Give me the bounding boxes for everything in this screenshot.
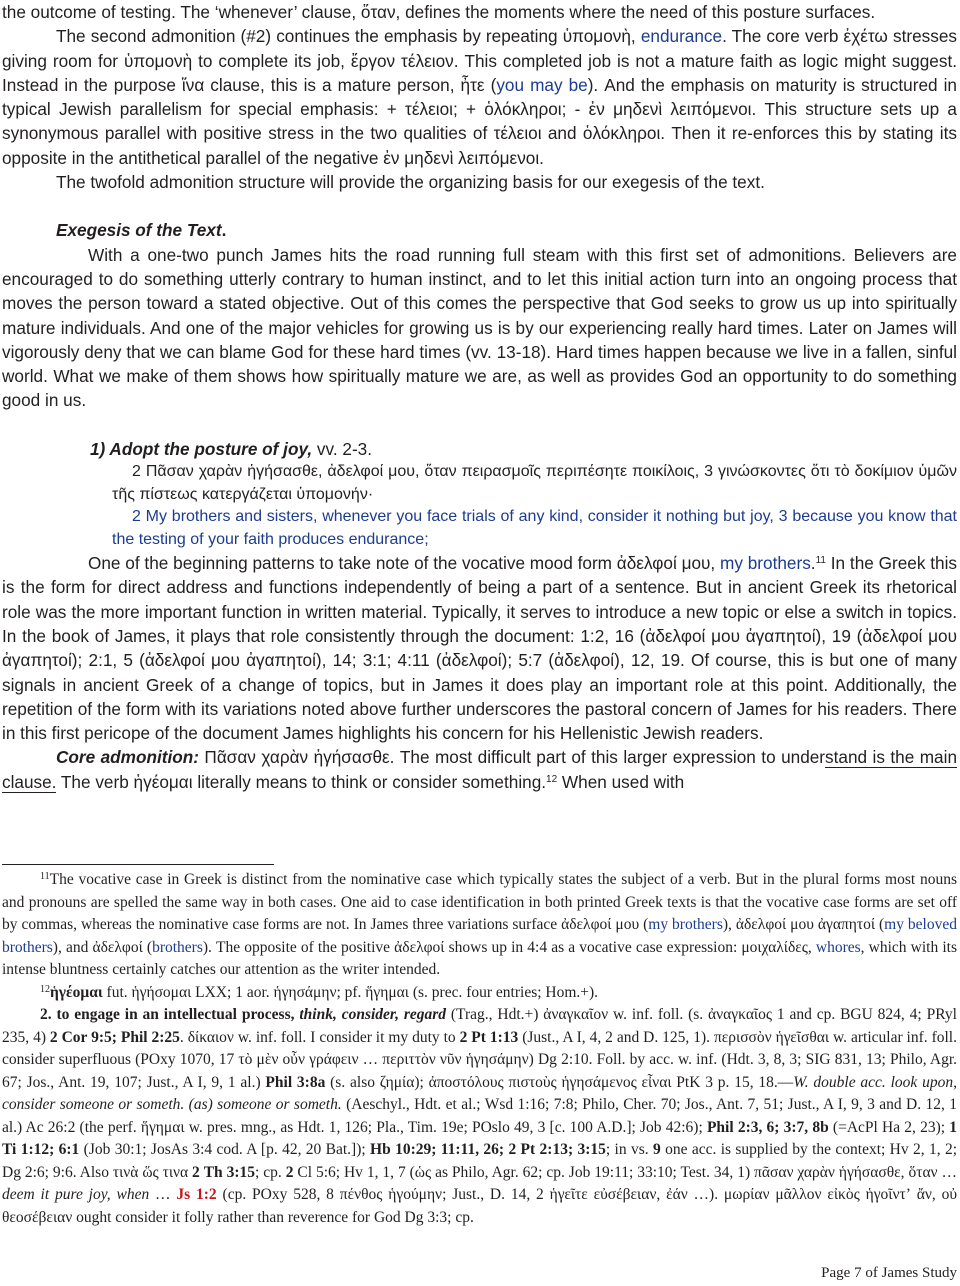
paragraph: One of the beginning patterns to take note of the vocative mood form ἀδελφοί μου, my brothers.$^{11}$ In the Greek this is the form for direct address and functions independently of being a part of a sentence. But in ancient Greek its rhetorical role was the more important function in written material. Typically, it serves to introduce a new topic or else a switch in topics. In the book of James, it plays that role consistently through the document: 1:2, 16 (ἀδελφοί μου ἀγαπητοί), 19 (ἀδελφοί μου ἀγαπητοί); 2:1, 5 (ἀδελφοί μου ἀγαπητοί), 14; 3:1; 4:11 (ἀδελφοί); 5:7 (ἀδελφοί), 12, 19. Of course, this is but one of many signals in ancient Greek of a change of topics, but in James it does play an important role at this point. Additionally, the repetition of the form with its variations noted above further underscores the pastoral concern of James for his readers. There in this first pericope of the document James highlights his concern for his Hellenistic Jewish readers. xyxy=(2,553,957,744)
greek-text: 2 Πᾶσαν χαρὰν ἡγήσασθε, ἀδελφοί μου, ὅταν πειρασμοῖς περιπέσητε ποικίλοις, 3 γινώσκοντες ὅτι τὸ δοκίμιον ὑμῶν τῆς πίστεως κατεργάζεται ὑπομονήν· xyxy=(112,463,957,503)
paragraph: the outcome of testing. The ‘whenever’ clause, ὅταν, defines the moments where the need of this posture surfaces. xyxy=(2,2,876,22)
footnote-12-definition: 2. to engage in an intellectual process, think, consider, regard (Trag., Hdt.+) ἀναγκαῖον w. inf. foll. (s. ἀναγκαῖος 1 and cp. BGU 824, 4; PRyl 235, 4) 2 Cor 9:5; Phil 2:25. δίκαιον w. inf. foll. I consider it my duty to 2 Pt 1:13 (Just., A I, 4, 2 and D. 125, 1). περισσὸν ἡγεῖσθαι w. articular inf. foll. consider superfluous (POxy 1070, 17 τὸ μὲν οὖν γράφειν … περιττὸν νῦν ἡγησάμην) Dg 2:10. Foll. by acc. w. inf. (Hdt. 3, 8, 3; SIG 831, 13; Philo, Agr. 67; Jos., Ant. 19, 107; Just., A I, 9, 1 al.) Phil 3:8a (s. also ζημία); ἀποστόλους πιστοὺς ἡγησάμενος εἶναι PtK 3 p. 15, 18.—W. double acc. look upon, consider someone or someth. (as) someone or someth. (Aeschyl., Hdt. et al.; Wsd 1:16; 7:8; Philo, Cher. 70; Jos., Ant. 7, 51; Just., A I, 9, 3 and D. 12, 1 al.) Ac 26:2 (the perf. ἥγημαι w. pres. mng., as Hdt. 1, 126; Pla., Tim. 19e; POslo 49, 3 [c. 100 A.D.]; Job 42:6); Phil 2:3, 6; 3:7, 8b (=AcPl Ha 2, 23); 1 Ti 1:12; 6:1 (Job 30:1; JosAs 3:4 cod. A [p. 42, 20 Bat.]); Hb 10:29; 11:11, 26; 2 Pt 2:13; 3:15; in vs. 9 one acc. is supplied by the context; Hv 2, 1, 2; Dg 2:6; 9:6. Also τινὰ ὥς τινα 2 Th 3:15; cp. 2 Cl 5:6; Hv 1, 1, 7 (ὡς as Philo, Agr. 62; cp. Job 19:11; 33:10; Test. 34, 1) πᾶσαν χαρὰν ἡγήσασθε, ὅταν … deem it pure joy, when … Js 1:2 (cp. POxy 528, 8 πένθος ἡγούμην; Just., D. 14, 2 ἡγεῖτε εὐσέβειαν, ἐάν …). μωρίαν μᾶλλον εἰκὸς ἡγοῖντʼ ἄν, οὐ θεοσέβειαν ought consider it folly rather than reverence for God Dg 3:3; cp. xyxy=(2,1006,957,1226)
footnote-12: $^{12}$ἡγέομαι fut. ἡγήσομαι LXX; 1 aor. ἡγησάμην; pf. ἥγημαι (s. prec. four entries; Hom.+). xyxy=(40,983,599,1001)
paragraph: The second admonition (#2) continues the emphasis by repeating ὑπομονὴ, endurance. The core verb ἐχέτω stresses giving room for ὑπομονὴ to complete its job, ἔργον τέλειον. This completed job is not a mature faith as logic might suggest. Instead in the purpose ἵνα clause, this is a mature person, ἦτε (you may be). And the emphasis on maturity is structured in typical Jewish parallelism for special emphasis: + τέλειοι; + ὁλόκληροι; - ἐν μηδενὶ λειπόμενοι. This structure sets up a synonymous parallel with positive stress in the two qualities of τέλειοι and ὁλόκληροι. Then it re-enforces this by stating its opposite in the antithetical parallel of the negative ἐν μηδενὶ λειπόμενοι. xyxy=(2,26,957,168)
scripture-quote xyxy=(2,461,957,551)
section-heading: Exegesis of the Text. xyxy=(56,220,227,241)
translation-text: endurance xyxy=(640,26,723,47)
footnote-ref[interactable]: 12 xyxy=(546,773,558,785)
admonition-heading: 1) Adopt the posture of joy, vv. 2-3. xyxy=(90,438,373,459)
translation-text: my brothers xyxy=(720,553,811,574)
underlined-text: stand is the main clause. xyxy=(2,747,957,792)
page-number: Page 7 of James Study xyxy=(821,1265,957,1281)
footnotes xyxy=(2,869,957,1229)
english-translation: 2 My brothers and sisters, whenever you face trials of any kind, consider it nothing but joy, 3 because you know that the testing of your faith produces endurance; xyxy=(112,508,957,548)
translation-text: you may be xyxy=(496,74,588,95)
paragraph: Core admonition: Πᾶσαν χαρὰν ἡγήσασθε. The most difficult part of this larger expression to understand is the main clause. The verb ἡγέομαι literally means to think or consider something.$^{12}$ When used with xyxy=(2,747,957,792)
paragraph: The twofold admonition structure will provide the organizing basis for our exegesis of the text. xyxy=(56,172,765,193)
main-text xyxy=(2,0,957,794)
footnote-ref[interactable]: 11 xyxy=(815,555,826,567)
footnote-11: $^{11}$The vocative case in Greek is distinct from the nominative case which typically states the subject of a verb. But in the plural forms most nouns and pronouns are spelled the same way in both cases. One aid to case identification in both printed Greek texts is that the vocative case forms are set off by commas, whereas the nominative case forms are not. In James three variations surface ἀδελφοί μου (my brothers), ἀδελφοί μου ἀγαπητοί (my beloved brothers), and ἀδελφοί (brothers). The opposite of the positive ἀδελφοί shows up in 4:4 as a vocative case expression: μοιχαλίδες, whores, which with its intense bluntness certainly catches our attention as the writer intended. xyxy=(2,871,957,978)
scripture-reference-highlight: Js 1:2 xyxy=(176,1186,217,1203)
paragraph: With a one-two punch James hits the road running full steam with this first set of admonitions. Believers are encouraged to do something utterly contrary to human instinct, and to let this initial action turn into an ongoing process that moves the person toward a stated objective. Out of this comes the perspective that God seeks to grow us up into spiritually mature individuals. And one of the major vehicles for growing us is by our experiencing really hard times. Later on James will vigorously deny that we can blame God for these hard times (vv. 13-18). Hard times happen because we live in a fallen, sinful world. What we make of them shows how spiritually mature we are, as well as provides God an opportunity to do something good in us. xyxy=(2,244,957,411)
footnote-divider xyxy=(2,864,274,865)
